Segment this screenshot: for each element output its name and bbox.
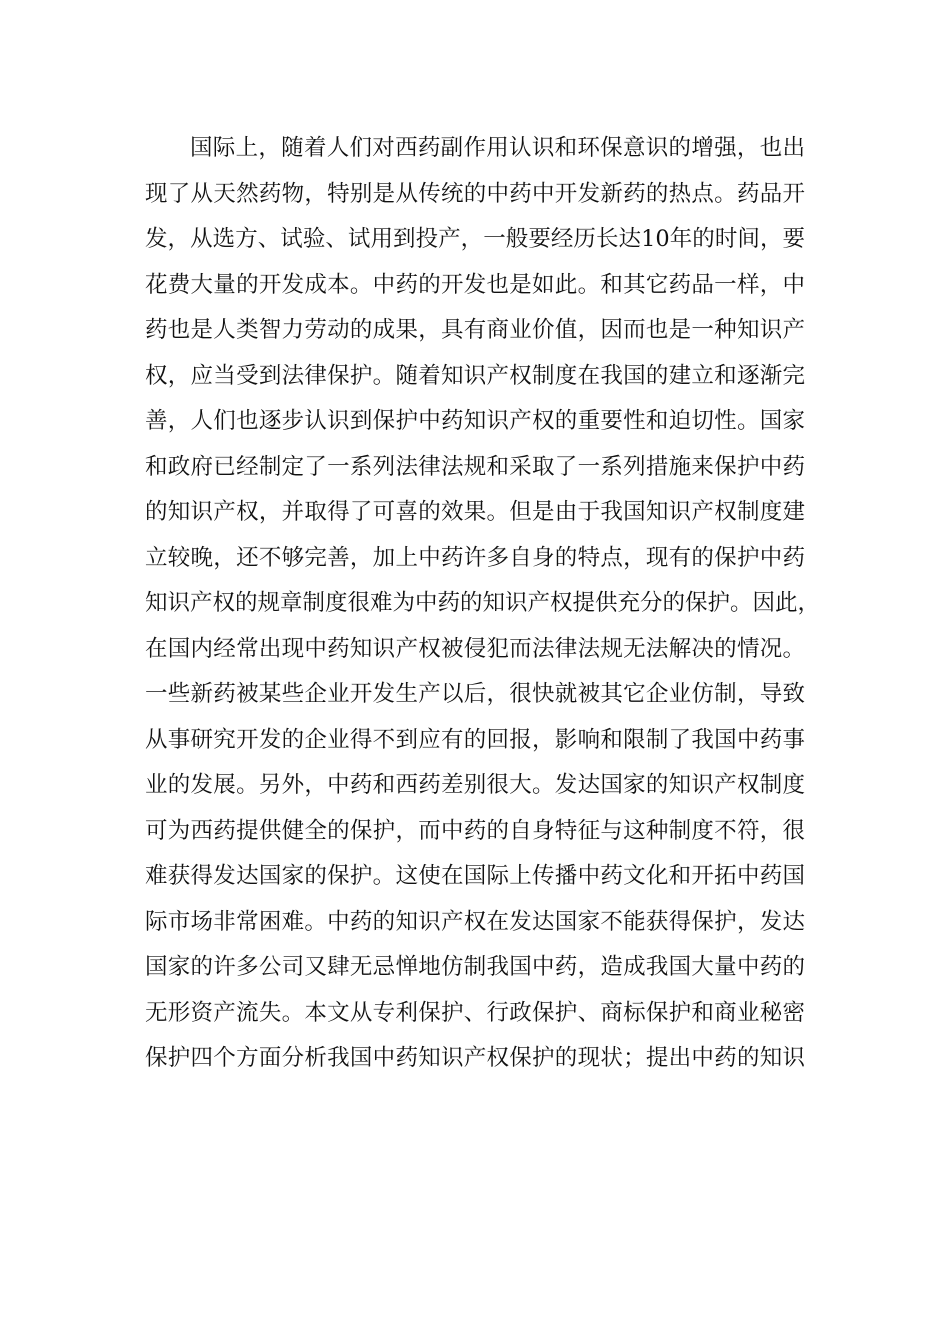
text-line: 国家的许多公司又肆无忌惮地仿制我国中药，造成我国大量中药的 bbox=[145, 954, 805, 980]
text-line: 业的发展。另外，中药和西药差别很大。发达国家的知识产权制度 bbox=[145, 772, 805, 798]
text-line: 无形资产流失。本文从专利保护、行政保护、商标保护和商业秘密 bbox=[145, 999, 805, 1026]
text-line: 一些新药被某些企业开发生产以后，很快就被其它企业仿制，导致 bbox=[145, 681, 805, 707]
text-line: 花费大量的开发成本。中药的开发也是如此。和其它药品一样，中 bbox=[145, 271, 805, 298]
text-line: 际市场非常困难。中药的知识产权在发达国家不能获得保护，发达 bbox=[145, 908, 805, 935]
text-line: 从事研究开发的企业得不到应有的回报，影响和限制了我国中药事 bbox=[145, 726, 805, 753]
text-line: 可为西药提供健全的保护，而中药的自身特征与这种制度不符，很 bbox=[145, 817, 805, 844]
text-line: 权，应当受到法律保护。随着知识产权制度在我国的建立和逐渐完 bbox=[145, 362, 805, 389]
text-line: 现了从天然药物，特别是从传统的中药中开发新药的热点。药品开 bbox=[145, 180, 805, 207]
text-line: 保护四个方面分析我国中药知识产权保护的现状；提出中药的知识 bbox=[145, 1045, 805, 1071]
text-line: 在国内经常出现中药知识产权被侵犯而法律法规无法解决的情况。 bbox=[145, 635, 805, 662]
body-paragraph bbox=[145, 126, 821, 1082]
text-line: 知识产权的规章制度很难为中药的知识产权提供充分的保护。因此， bbox=[145, 590, 821, 616]
text-line: 和政府已经制定了一系列法律法规和采取了一系列措施来保护中药 bbox=[145, 453, 805, 480]
text-line: 的知识产权，并取得了可喜的效果。但是由于我国知识产权制度建 bbox=[145, 499, 805, 525]
text-line: 发，从选方、试验、试用到投产，一般要经历长达10年的时间，要 bbox=[145, 226, 805, 252]
text-line: 国际上，随着人们对西药副作用认识和环保意识的增强，也出 bbox=[190, 135, 805, 161]
text-line: 药也是人类智力劳动的成果，具有商业价值，因而也是一种知识产 bbox=[145, 317, 805, 343]
text-line: 立较晚，还不够完善，加上中药许多自身的特点，现有的保护中药 bbox=[145, 544, 805, 571]
text-line: 善，人们也逐步认识到保护中药知识产权的重要性和迫切性。国家 bbox=[145, 408, 805, 434]
text-line: 难获得发达国家的保护。这使在国际上传播中药文化和开拓中药国 bbox=[145, 863, 805, 889]
